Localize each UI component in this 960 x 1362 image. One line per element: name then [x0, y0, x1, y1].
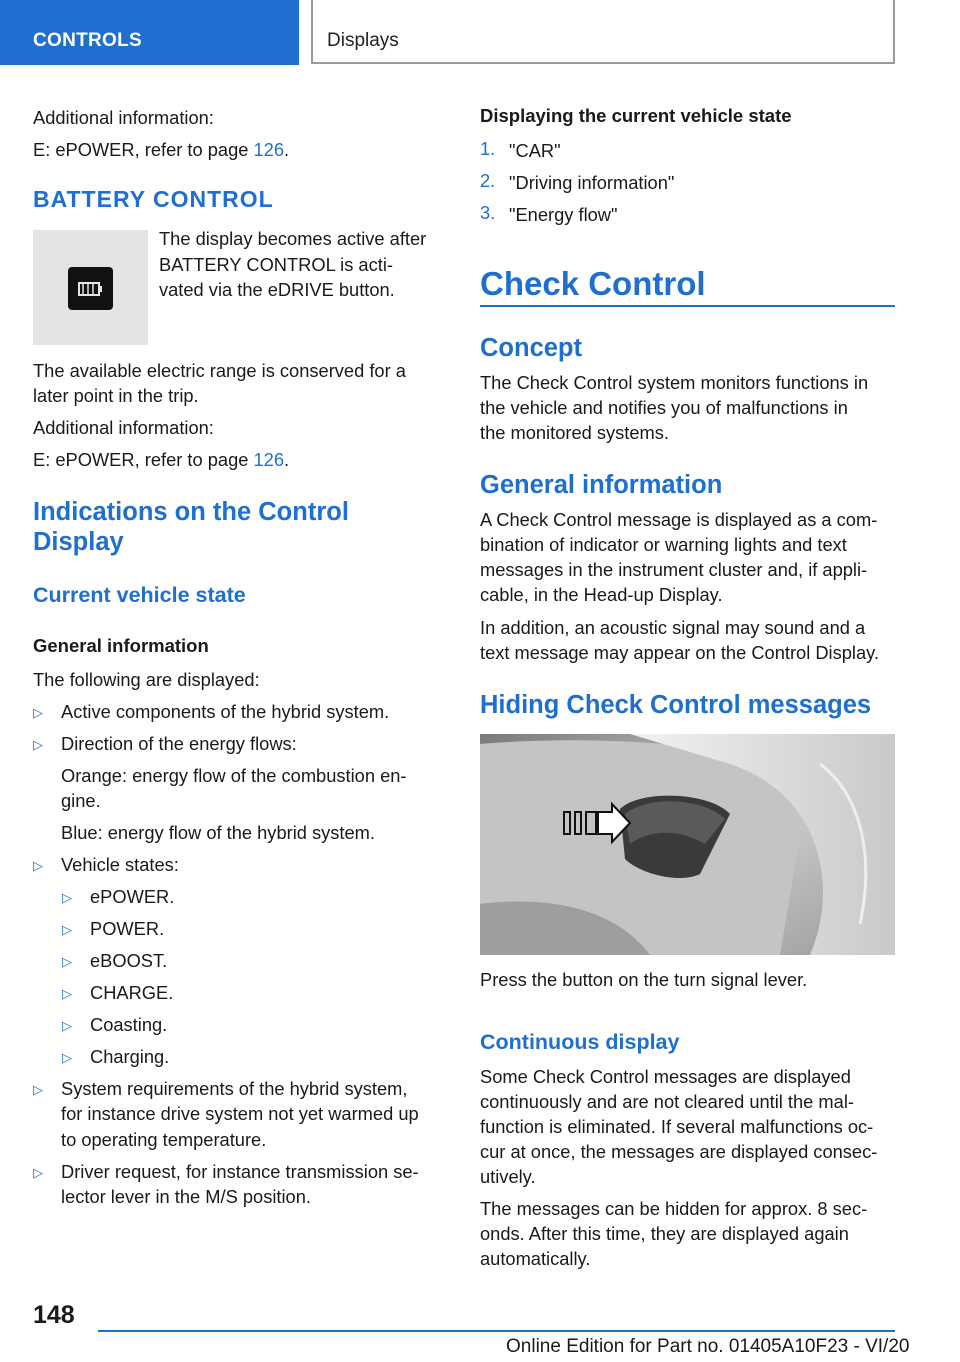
section-tab [0, 0, 299, 65]
continuous-text: cur at once, the messages are displayed consec- [480, 1141, 878, 1162]
hidden-text: onds. After this time, they are displayed again [480, 1223, 849, 1244]
battery-control-icon [33, 230, 148, 345]
step-number: 2. [480, 170, 496, 191]
state-item: CHARGE. [90, 982, 174, 1003]
chapter-tab [311, 0, 895, 64]
general-text: messages in the instrument cluster and, if appli- [480, 559, 868, 580]
ref-line-2: E: ePOWER, refer to page 126. [33, 449, 290, 470]
footer-rule [98, 1330, 895, 1332]
step-text: "Driving information" [509, 172, 675, 193]
concept-text-2: the vehicle and notifies you of malfunctions in [480, 397, 848, 418]
continuous-heading: Continuous display [480, 1030, 680, 1054]
bullet-icon: ▷ [62, 1018, 72, 1033]
concept-heading: Concept [480, 334, 582, 362]
bullet-icon: ▷ [33, 858, 43, 873]
press-text: Press the button on the turn signal lever. [480, 969, 808, 990]
current-state-heading: Current vehicle state [33, 583, 246, 607]
bullet-icon: ▷ [33, 705, 43, 720]
edition-text: Online Edition for Part no. 01405A10F23 - VI/20 [506, 1336, 910, 1357]
bullet-icon: ▷ [62, 890, 72, 905]
hidden-text: The messages can be hidden for approx. 8 sec- [480, 1198, 868, 1219]
continuous-text: continuously and are not cleared until the mal- [480, 1091, 854, 1112]
concept-text-1: The Check Control system monitors functions in [480, 372, 869, 393]
range-text-1: The available electric range is conserved for a [33, 360, 406, 381]
hiding-heading: Hiding Check Control messages [480, 691, 872, 719]
continuous-text: function is eliminated. If several malfunctions oc- [480, 1116, 874, 1137]
list-item-cont: for instance drive system not yet warmed up [61, 1103, 419, 1124]
continuous-text: utively. [480, 1166, 536, 1187]
turn-signal-lever-image [480, 734, 895, 955]
battery-control-heading: BATTERY CONTROL [33, 186, 274, 212]
hidden-text: automatically. [480, 1248, 591, 1269]
continuous-text: Some Check Control messages are displayed [480, 1066, 851, 1087]
bullet-icon: ▷ [62, 1050, 72, 1065]
title-underline [480, 305, 895, 307]
battery-text-2: BATTERY CONTROL is acti- [159, 254, 393, 275]
page-link[interactable]: 126 [253, 449, 284, 470]
list-item: System requirements of the hybrid system, [61, 1078, 408, 1099]
bullet-icon: ▷ [62, 954, 72, 969]
additional-info-label-2: Additional information: [33, 417, 214, 438]
displaying-heading: Displaying the current vehicle state [480, 105, 792, 126]
bullet-icon: ▷ [33, 737, 43, 752]
list-item-cont: to operating temperature. [61, 1129, 267, 1150]
bullet-icon: ▷ [62, 986, 72, 1001]
battery-text-3: vated via the eDRIVE button. [159, 279, 395, 300]
blue-text: Blue: energy flow of the hybrid system. [61, 822, 375, 843]
ref-line-1: E: ePOWER, refer to page 126. [33, 139, 290, 160]
bullet-icon: ▷ [62, 922, 72, 937]
orange-text-2: gine. [61, 790, 101, 811]
general-text: cable, in the Head-up Display. [480, 584, 723, 605]
section-title: CONTROLS [33, 30, 143, 51]
state-item: Charging. [90, 1046, 170, 1067]
indications-heading-2: Display [33, 528, 124, 556]
state-item: ePOWER. [90, 886, 175, 907]
list-item: Direction of the energy flows: [61, 733, 297, 754]
bullet-icon: ▷ [33, 1082, 43, 1097]
following-text: The following are displayed: [33, 669, 260, 690]
list-item: Vehicle states: [61, 854, 179, 875]
page-link[interactable]: 126 [253, 139, 284, 160]
battery-text-1: The display becomes active after [159, 228, 427, 249]
state-item: Coasting. [90, 1014, 168, 1035]
orange-text-1: Orange: energy flow of the combustion en- [61, 765, 407, 786]
general-text: In addition, an acoustic signal may sound and a [480, 617, 866, 638]
battery-control-button-image [33, 230, 148, 345]
general-text: text message may appear on the Control Display. [480, 642, 880, 663]
general-text: A Check Control message is displayed as a com- [480, 509, 878, 530]
check-control-title: Check Control [480, 265, 706, 302]
list-item-cont: lector lever in the M/S position. [61, 1186, 311, 1207]
list-item: Active components of the hybrid system. [61, 701, 390, 722]
bullet-icon: ▷ [33, 1165, 43, 1180]
step-number: 1. [480, 138, 496, 159]
indications-heading-1: Indications on the Control [33, 498, 349, 526]
additional-info-label: Additional information: [33, 107, 214, 128]
concept-text-3: the monitored systems. [480, 422, 669, 443]
step-text: "Energy flow" [509, 204, 618, 225]
general-info-subheading: General information [33, 635, 209, 656]
general-info-heading: General information [480, 471, 723, 499]
list-item: Driver request, for instance transmission se- [61, 1161, 419, 1182]
chapter-title: Displays [327, 30, 399, 51]
range-text-2: later point in the trip. [33, 385, 199, 406]
step-text: "CAR" [509, 140, 561, 161]
state-item: POWER. [90, 918, 165, 939]
step-number: 3. [480, 202, 496, 223]
general-text: bination of indicator or warning lights and text [480, 534, 847, 555]
page-number: 148 [33, 1301, 75, 1329]
state-item: eBOOST. [90, 950, 168, 971]
